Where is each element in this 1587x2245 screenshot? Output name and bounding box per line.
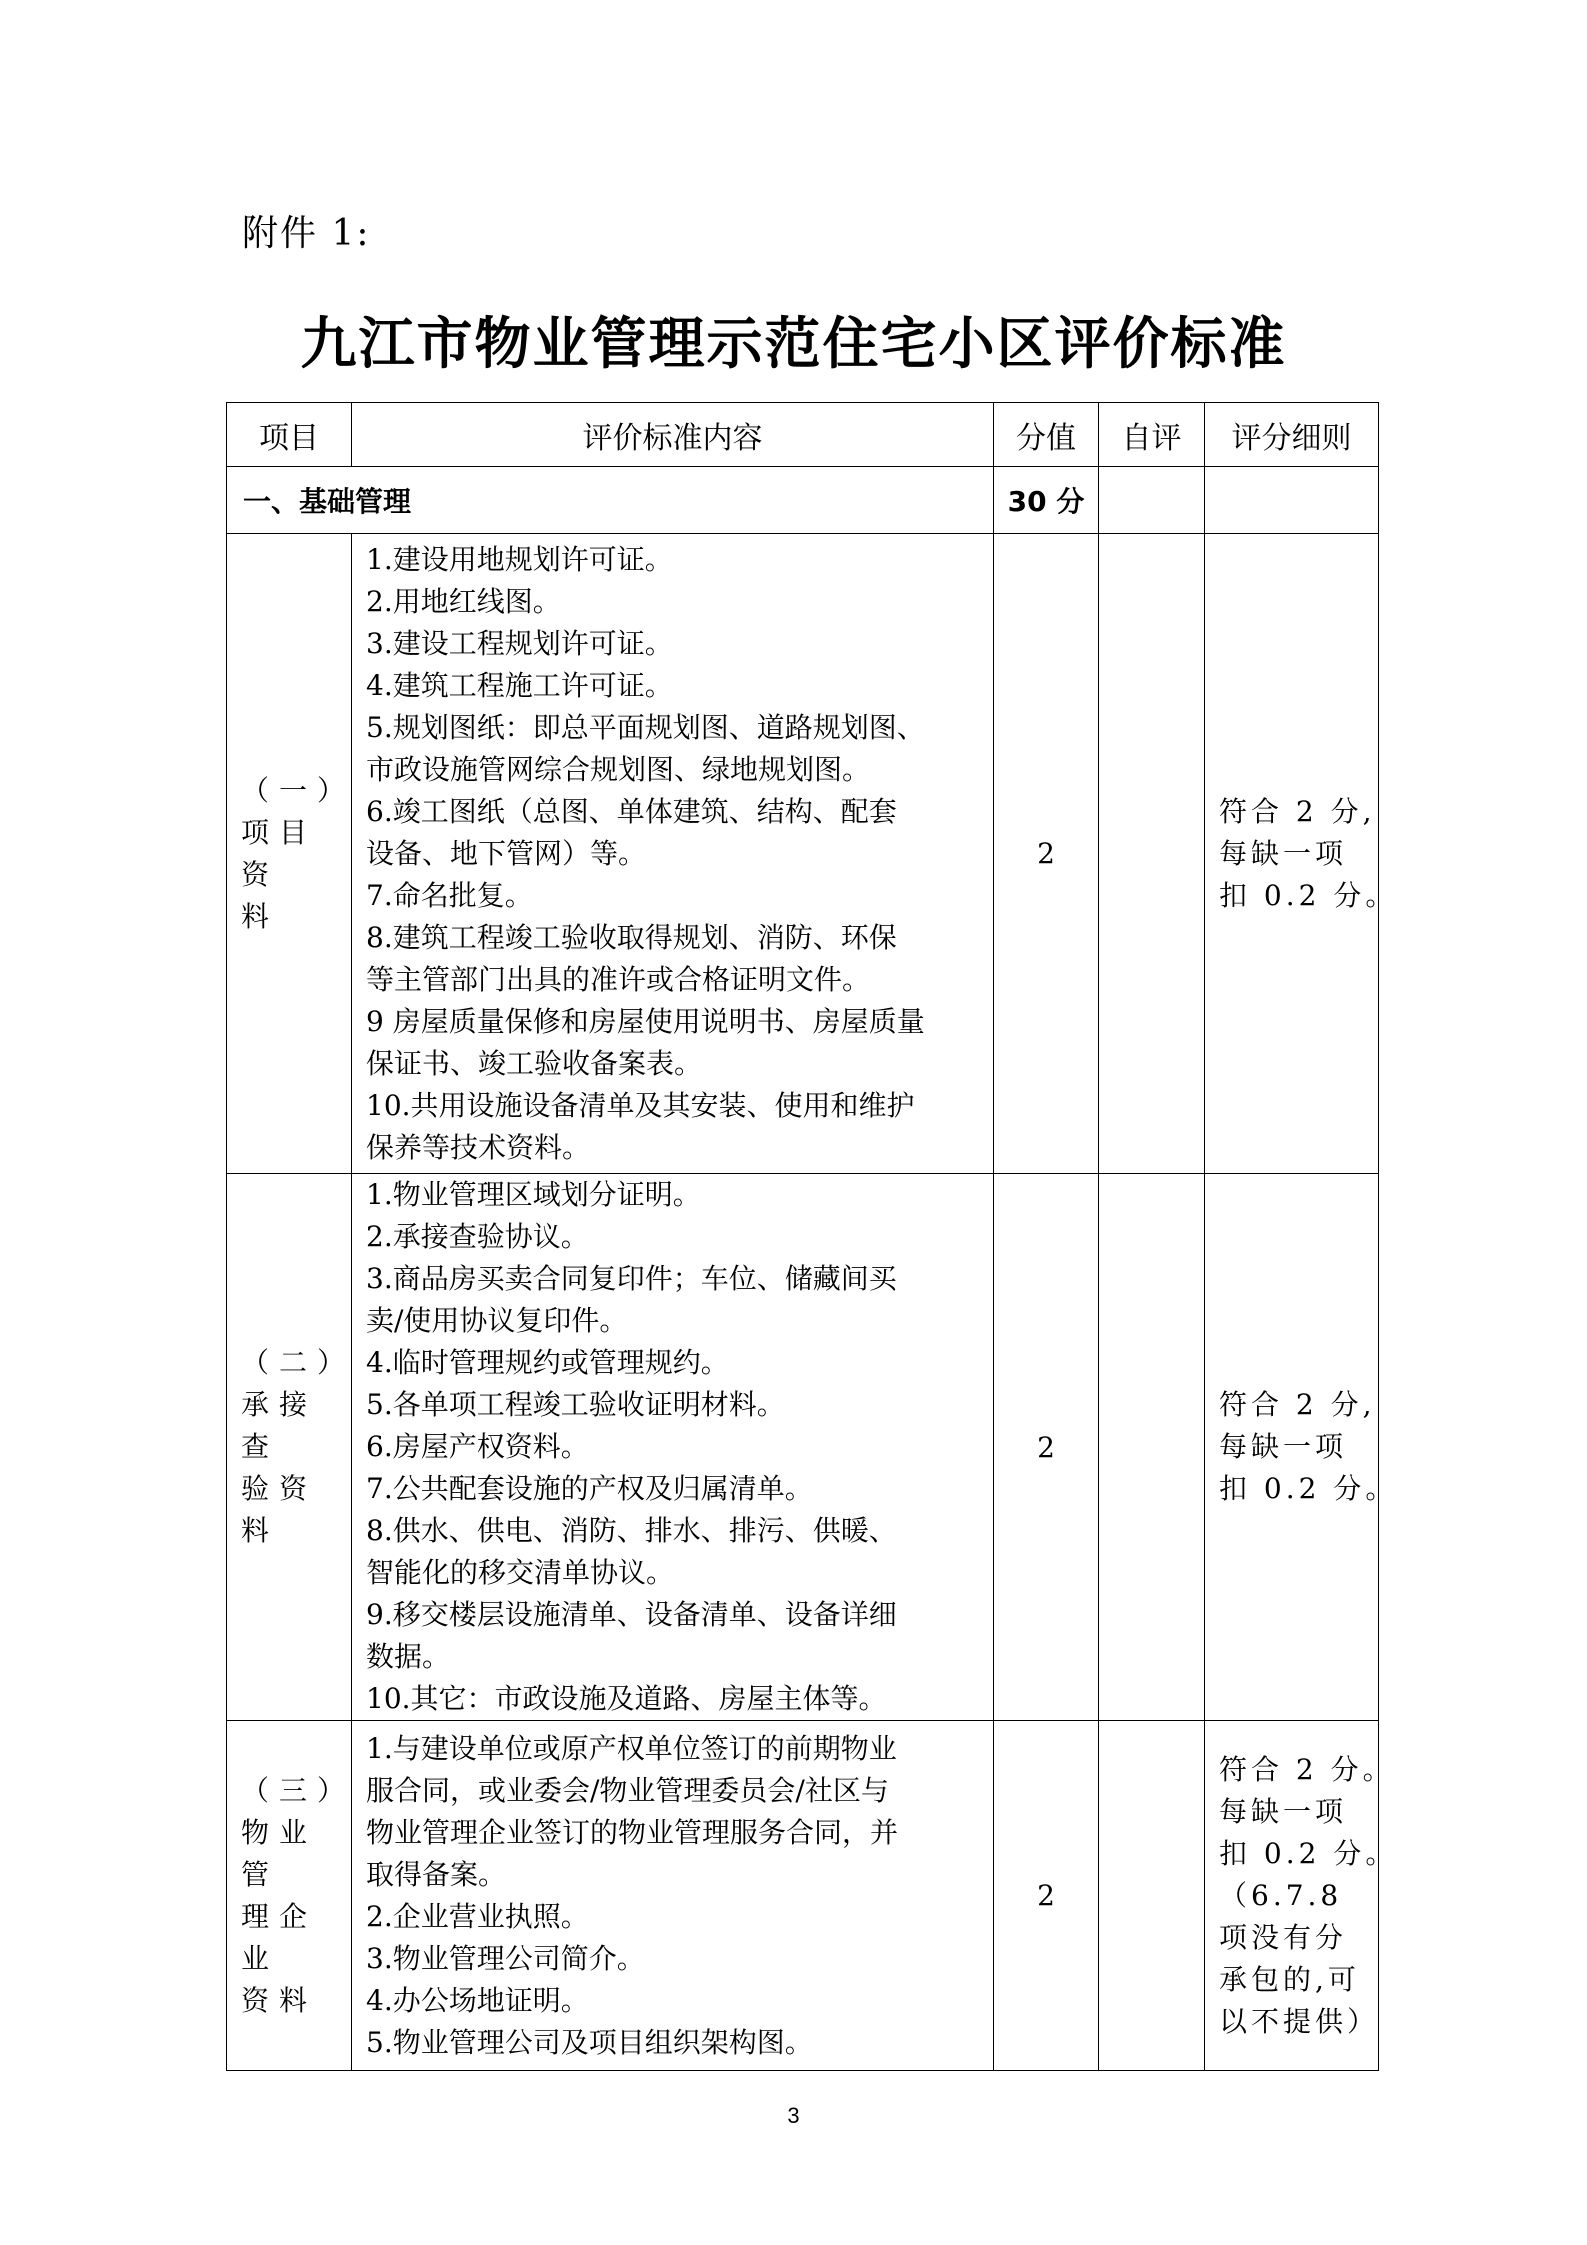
content-line: 智能化的移交清单协议。 — [366, 1556, 675, 1589]
rule-line: 每缺一项 — [1219, 1430, 1348, 1463]
content-cell — [352, 1721, 994, 2071]
content-line: 3.建设工程规划许可证。 — [366, 626, 673, 660]
rule-line: 以不提供） — [1219, 2004, 1380, 2038]
header-rules: 评分细则 — [1205, 403, 1379, 467]
content-line: 8.建筑工程竣工验收取得规划、消防、环保 — [366, 920, 897, 954]
item-line: 物业管 — [241, 1815, 318, 1891]
rule-line: 承包的,可 — [1219, 1962, 1360, 1996]
content-line: 5.物业管理公司及项目组织架构图。 — [366, 2025, 813, 2059]
content-line: 6.房屋产权资料。 — [366, 1430, 589, 1463]
content-line: 6.竣工图纸（总图、单体建筑、结构、配套 — [366, 794, 897, 828]
item-cell — [227, 534, 356, 1174]
item-line: 验资料 — [241, 1472, 318, 1547]
content-line: 物业管理企业签订的物业管理服务合同，并 — [366, 1815, 899, 1849]
content-line: 市政设施管网综合规划图、绿地规划图。 — [366, 752, 871, 786]
self-eval-cell — [1099, 534, 1205, 1174]
item-line: 理企业 — [241, 1899, 318, 1975]
table-row — [227, 1174, 1379, 1721]
item-cell — [227, 1174, 356, 1721]
section-self-eval-cell — [1099, 467, 1205, 534]
content-line: 10.其它：市政设施及道路、房屋主体等。 — [366, 1682, 887, 1715]
content-line: 取得备案。 — [366, 1857, 507, 1891]
content-line: 7.命名批复。 — [366, 878, 533, 912]
item-line: （三） — [241, 1773, 356, 1807]
content-line: 4.办公场地证明。 — [366, 1983, 589, 2017]
score-cell: 2 — [994, 534, 1099, 1174]
content-cell — [352, 1174, 994, 1721]
section-row — [227, 467, 1379, 534]
content-line: 8.供水、供电、消防、排水、排污、供暖、 — [366, 1514, 897, 1547]
rule-line: 符合 2 分, — [1219, 794, 1376, 828]
content-line: 保养等技术资料。 — [366, 1130, 591, 1164]
rule-cell — [1205, 534, 1398, 1174]
rule-line: （6.7.8 — [1219, 1878, 1343, 1912]
section-label: 一、基础管理 — [227, 467, 994, 534]
content-line: 设备、地下管网）等。 — [366, 836, 647, 870]
content-line: 3.物业管理公司简介。 — [366, 1941, 645, 1975]
table-row — [227, 1721, 1379, 2071]
table-body — [227, 534, 1398, 2071]
rule-line: 扣 0.2 分。 — [1219, 1472, 1398, 1505]
rule-cell — [1205, 1721, 1398, 2071]
content-line: 4.建筑工程施工许可证。 — [366, 668, 673, 702]
section-rules-cell — [1205, 467, 1379, 534]
section-score: 30 分 — [994, 467, 1099, 534]
rule-line: 每缺一项 — [1219, 836, 1348, 870]
item-line: （一） — [241, 773, 356, 807]
content-line: 2.用地红线图。 — [366, 584, 561, 618]
table-header-row — [227, 403, 1379, 467]
self-eval-cell — [1099, 1721, 1205, 2071]
item-line: 承接查 — [241, 1388, 318, 1463]
content-line: 数据。 — [366, 1640, 451, 1673]
attachment-label: 附件 1: — [242, 213, 371, 254]
content-line: 1.建设用地规划许可证。 — [366, 542, 673, 576]
evaluation-standard-table — [226, 402, 1398, 2071]
content-line: 5.各单项工程竣工验收证明材料。 — [366, 1388, 785, 1421]
content-line: 保证书、竣工验收备案表。 — [366, 1046, 703, 1080]
header-self-eval: 自评 — [1099, 403, 1205, 467]
item-line: 料 — [241, 899, 280, 933]
rule-line: 符合 2 分, — [1219, 1388, 1376, 1421]
rule-cell — [1205, 1174, 1398, 1721]
rule-line: 项没有分 — [1219, 1920, 1348, 1954]
item-line: 资料 — [241, 1983, 318, 2017]
header-content: 评价标准内容 — [352, 403, 994, 467]
content-line: 10.共用设施设备清单及其安装、使用和维护 — [366, 1088, 915, 1122]
rule-line: 每缺一项 — [1219, 1794, 1348, 1828]
content-line: 1.物业管理区域划分证明。 — [366, 1178, 701, 1211]
score-cell: 2 — [994, 1174, 1099, 1721]
rule-line: 扣 0.2 分。 — [1219, 1836, 1398, 1870]
content-line: 3.商品房买卖合同复印件；车位、储藏间买 — [366, 1262, 897, 1295]
content-line: 服合同，或业委会/物业管理委员会/社区与 — [366, 1773, 889, 1807]
header-item: 项目 — [227, 403, 352, 467]
score-cell: 2 — [994, 1721, 1099, 2071]
content-line: 卖/使用协议复印件。 — [366, 1304, 628, 1337]
self-eval-cell — [1099, 1174, 1205, 1721]
content-line: 5.规划图纸：即总平面规划图、道路规划图、 — [366, 710, 925, 744]
content-line: 2.企业营业执照。 — [366, 1899, 589, 1933]
content-line: 2.承接查验协议。 — [366, 1220, 589, 1253]
content-line: 等主管部门出具的准许或合格证明文件。 — [366, 962, 871, 996]
content-line: 9 房屋质量保修和房屋使用说明书、房屋质量 — [366, 1004, 925, 1038]
page-number: 3 — [787, 2103, 800, 2128]
item-cell — [227, 1721, 356, 2071]
header-score: 分值 — [994, 403, 1099, 467]
content-line: 4.临时管理规约或管理规约。 — [366, 1346, 729, 1379]
content-cell — [352, 534, 994, 1174]
item-line: （二） — [241, 1346, 356, 1379]
content-line: 1.与建设单位或原产权单位签订的前期物业 — [366, 1731, 897, 1765]
rule-line: 符合 2 分。 — [1219, 1752, 1395, 1786]
table-row — [227, 534, 1379, 1174]
content-line: 9.移交楼层设施清单、设备清单、设备详细 — [366, 1598, 897, 1631]
content-line: 7.公共配套设施的产权及归属清单。 — [366, 1472, 813, 1505]
item-line: 项目资 — [241, 815, 318, 891]
rule-line: 扣 0.2 分。 — [1219, 878, 1398, 912]
document-title: 九江市物业管理示范住宅小区评价标准 — [300, 312, 1287, 377]
